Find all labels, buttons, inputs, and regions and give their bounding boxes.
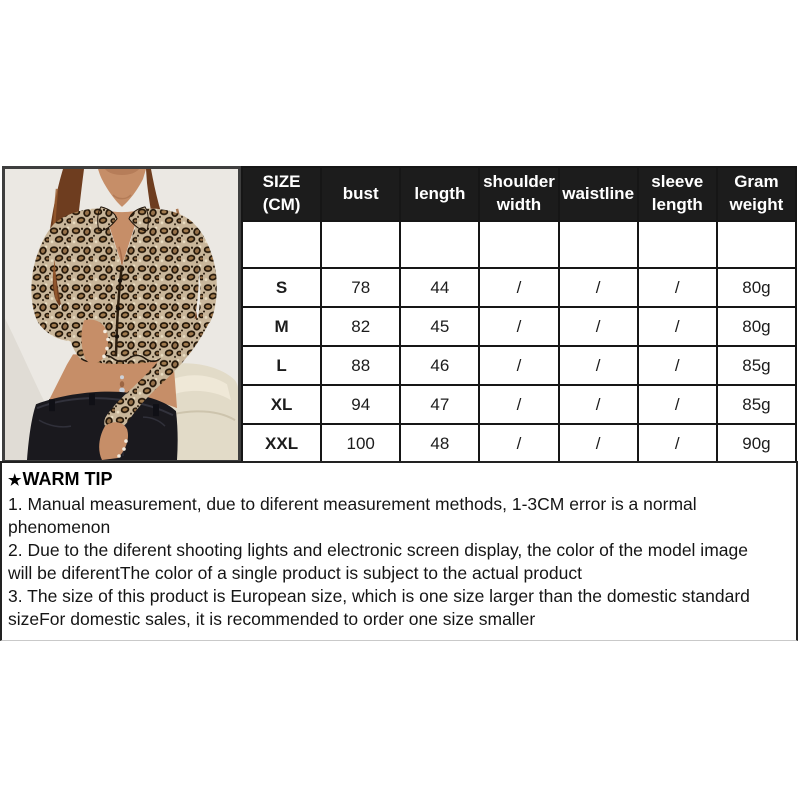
table-row-xl <box>242 385 796 424</box>
shoulder-value: / <box>479 346 558 385</box>
table-row-xxl <box>242 424 796 463</box>
shirt-button <box>118 278 122 282</box>
col-header-size <box>242 167 321 221</box>
col-header-shoulder-width <box>479 167 558 221</box>
sleeve-value: / <box>638 385 717 424</box>
tip-line-6: sizeFor domestic sales, it is recommended to order one size smaller <box>8 609 536 629</box>
col-header-bust <box>321 167 400 221</box>
tip-line-1: 1. Manual measurement, due to diferent measurement methods, 1-3CM error is a normal <box>8 494 697 514</box>
nail <box>103 330 107 334</box>
length-value: 47 <box>400 385 479 424</box>
table-row-m <box>242 307 796 346</box>
navel-piercing-top <box>120 375 124 379</box>
weight-value: 90g <box>717 424 796 463</box>
nail <box>122 447 126 451</box>
bust-value: 82 <box>321 307 400 346</box>
belt-loop <box>89 393 95 405</box>
warm-tip-title-text: WARM TIP <box>22 469 113 489</box>
star-icon: ★ <box>8 472 22 489</box>
shoulder-value: / <box>479 385 558 424</box>
col-header-length <box>400 167 479 221</box>
empty-cell <box>638 221 717 268</box>
sleeve-value: / <box>638 268 717 307</box>
size-label: M <box>242 307 321 346</box>
shirt-button <box>115 334 119 338</box>
sleeve-value: / <box>638 424 717 463</box>
nail <box>124 439 128 443</box>
col-header-gram-weight <box>717 167 796 221</box>
tip-line-4: will be diferentThe color of a single product is subject to the actual product <box>8 563 582 583</box>
header-line: sleeve <box>651 172 704 192</box>
weight-value: 80g <box>717 268 796 307</box>
tip-line-5: 3. The size of this product is European size, which is one size larger than the domestic standard <box>8 586 750 606</box>
size-label: S <box>242 268 321 307</box>
header-line: bust <box>342 183 379 203</box>
empty-cell <box>717 221 796 268</box>
weight-value: 85g <box>717 385 796 424</box>
header-line: SIZE <box>262 172 301 192</box>
bust-value: 78 <box>321 268 400 307</box>
waistline-value: / <box>559 307 638 346</box>
bust-value: 94 <box>321 385 400 424</box>
header-line: weight <box>729 195 784 214</box>
spacer-row <box>242 221 796 268</box>
length-value: 46 <box>400 346 479 385</box>
size-label: XXL <box>242 424 321 463</box>
tip-line-3: 2. Due to the diferent shooting lights and electronic screen display, the color of the model image <box>8 540 748 560</box>
model-illustration <box>5 169 238 460</box>
header-line: width <box>496 195 542 214</box>
belt-loop <box>153 404 159 416</box>
length-value: 45 <box>400 307 479 346</box>
weight-value: 85g <box>717 346 796 385</box>
weight-value: 80g <box>717 307 796 346</box>
warm-tip-box <box>0 461 798 641</box>
product-photo <box>2 166 241 463</box>
sleeve-value: / <box>638 307 717 346</box>
length-value: 44 <box>400 268 479 307</box>
empty-cell <box>400 221 479 268</box>
sleeve-value: / <box>638 346 717 385</box>
header-line: Gram <box>734 172 779 192</box>
waistline-value: / <box>559 424 638 463</box>
waistline-value: / <box>559 268 638 307</box>
nail <box>106 338 110 342</box>
shoulder-value: / <box>479 307 558 346</box>
warm-tip-title <box>8 467 790 493</box>
size-label: L <box>242 346 321 385</box>
tip-line-2: phenomenon <box>8 517 111 537</box>
belt-loop <box>49 399 55 411</box>
bust-value: 88 <box>321 346 400 385</box>
col-header-sleeve-length <box>638 167 717 221</box>
length-value: 48 <box>400 424 479 463</box>
waistline-value: / <box>559 346 638 385</box>
col-header-waistline <box>559 167 638 221</box>
empty-cell <box>321 221 400 268</box>
header-line: shoulder <box>483 172 555 192</box>
header-line: length <box>651 195 703 214</box>
nail <box>105 347 109 351</box>
empty-cell <box>242 221 321 268</box>
shirt-button <box>116 306 120 310</box>
bust-value: 100 <box>321 424 400 463</box>
empty-cell <box>479 221 558 268</box>
empty-cell <box>559 221 638 268</box>
nail <box>102 355 106 359</box>
shoulder-value: / <box>479 424 558 463</box>
table-row-l <box>242 346 796 385</box>
size-table <box>241 166 797 464</box>
header-line: length <box>414 183 466 203</box>
nail <box>117 454 121 458</box>
size-label: XL <box>242 385 321 424</box>
header-line: (CM) <box>262 195 301 214</box>
header-line: waistline <box>562 183 635 203</box>
size-table-header <box>242 167 796 221</box>
navel <box>120 381 124 387</box>
table-row-s <box>242 268 796 307</box>
shoulder-value: / <box>479 268 558 307</box>
waistline-value: / <box>559 385 638 424</box>
